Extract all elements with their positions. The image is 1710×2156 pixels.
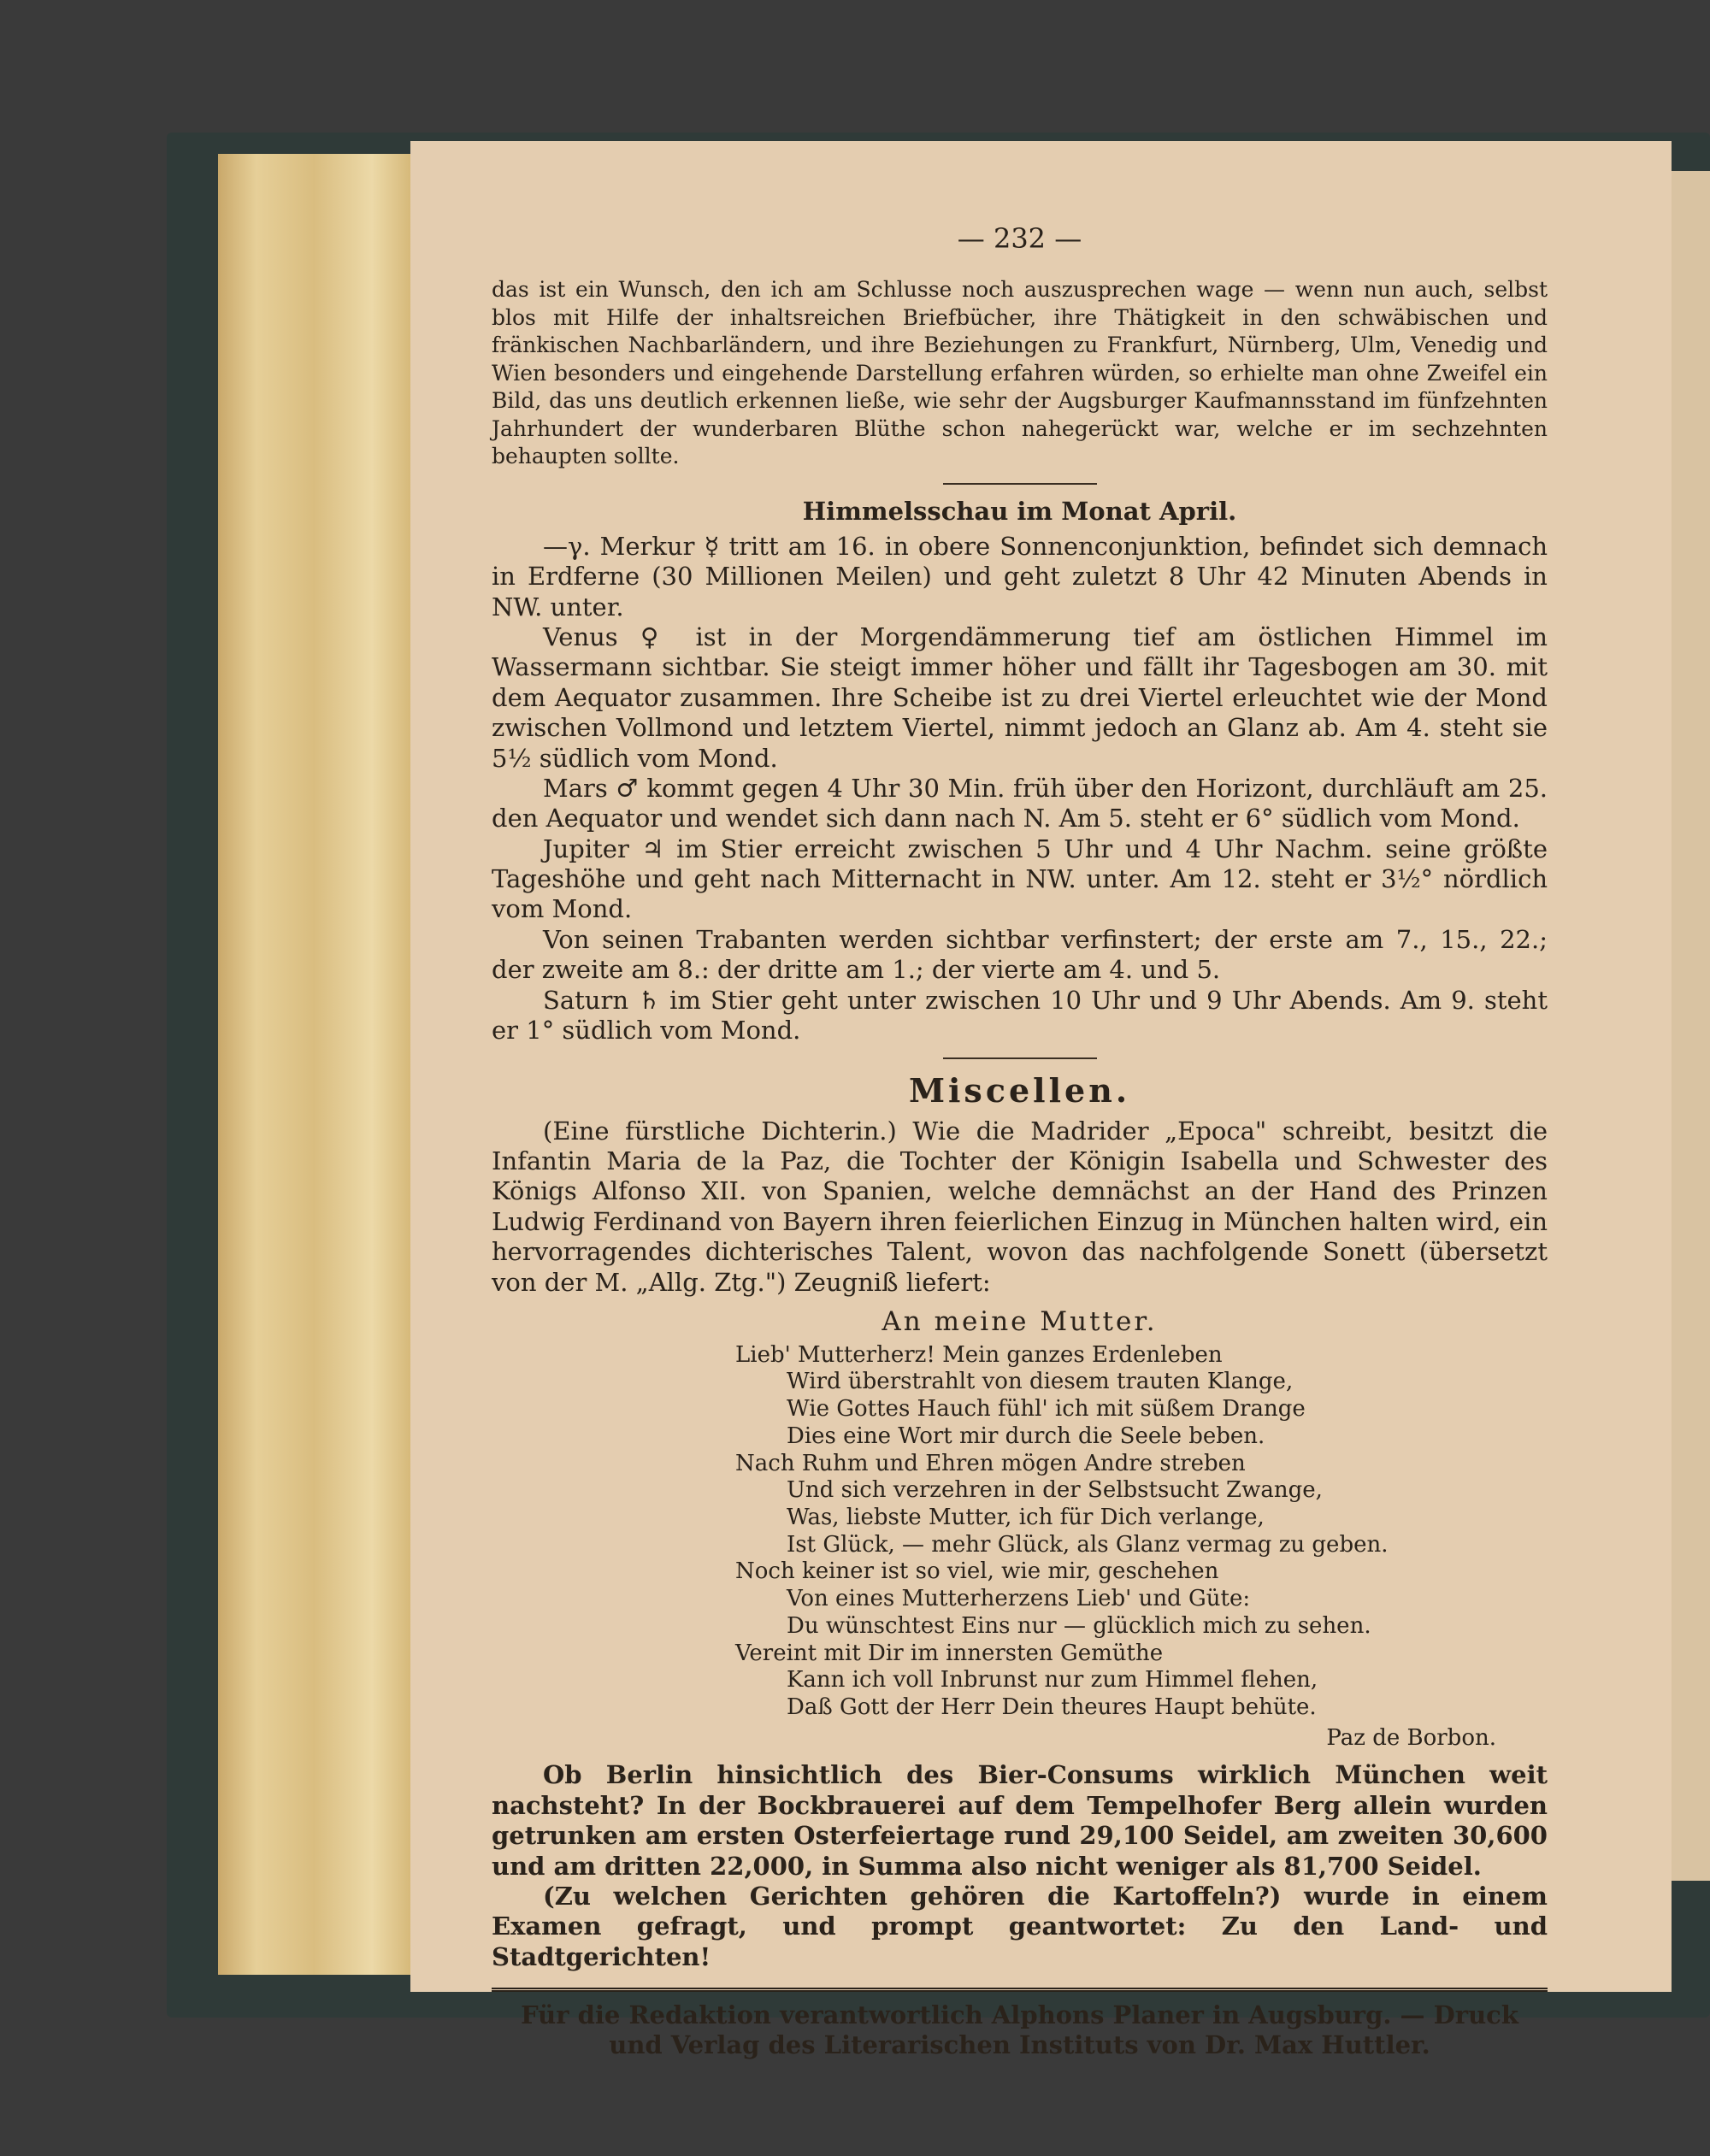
paragraph-trabanten: Von seinen Trabanten werden sichtbar verfinstert; der erste am 7., 15., 22.; der zweite am 8.: der dritte am 1.; der vierte am 4. und 5.	[492, 924, 1548, 985]
poem-line: Daß Gott der Herr Dein theures Haupt behüte.	[787, 1694, 1317, 1721]
poem	[735, 1342, 1548, 1722]
poem-title: An meine Mutter.	[882, 1305, 1158, 1337]
page-number: — 232 —	[957, 222, 1082, 255]
paragraph-kartoffeln: (Zu welchen Gerichten gehören die Kartoffeln?) wurde in einem Examen gefragt, und prompt geantwortet: Zu den Land- und Stadtgerichten!	[492, 1881, 1548, 1971]
poem-line: Noch keiner ist so viel, wie mir, geschehen	[735, 1558, 1219, 1585]
poem-line: Nach Ruhm und Ehren mögen Andre streben	[735, 1450, 1246, 1476]
poem-line: Lieb' Mutterherz! Mein ganzes Erdenleben	[735, 1341, 1223, 1368]
intro-paragraph: das ist ein Wunsch, den ich am Schlusse noch auszusprechen wage — wenn nun auch, selbst blos mit Hilfe der inhaltsreichen Briefbücher, ihre Thätigkeit in den schwäbischen und fränkischen Nachbarländern, und ihre Beziehungen zu Frankfurt, Nürnberg, Ulm, Venedig und Wien besonders und eingehende Darstellung erfahren würden, so erhielte man ohne Zweifel ein Bild, das uns deutlich erkennen ließe, wie sehr der Augsburger Kaufmannsstand im fünfzehnten Jahrhundert der wunderbaren Blüthe schon nahegerückt war, welche er im sechzehnten behaupten sollte.	[492, 277, 1548, 469]
poem-line: Kann ich voll Inbrunst nur zum Himmel flehen,	[787, 1667, 1318, 1694]
poem-line: Von eines Mutterherzens Lieb' und Güte:	[787, 1586, 1251, 1612]
text-column	[492, 222, 1548, 2061]
paragraph-mars: Mars ♂ kommt gegen 4 Uhr 30 Min. früh über den Horizont, durchläuft am 25. den Aequator und wendet sich dann nach N. Am 5. steht er 6° südlich vom Mond.	[492, 773, 1548, 834]
paragraph-berlin-bier: Ob Berlin hinsichtlich des Bier-Consums wirklich München weit nachsteht? In der Bockbrauerei auf dem Tempelhofer Berg allein wurden getrunken am ersten Osterfeiertage rund 29,100 Seidel, am zweiten 30,600 und am dritten 22,000, in Summa also nicht weniger als 81,700 Seidel.	[492, 1760, 1548, 1881]
poem-line: Wie Gottes Hauch fühl' ich mit süßem Drange	[787, 1396, 1306, 1423]
page-edges	[218, 154, 410, 1975]
paragraph-dichterin: (Eine fürstliche Dichterin.) Wie die Madrider „Epoca" schreibt, besitzt die Infantin Maria de la Paz, die Tochter der Königin Isabella und Schwester des Königs Alfonso XII. von Spanien, welche demnächst an der Hand des Prinzen Ludwig Ferdinand von Bayern ihren feierlichen Einzug in München halten wird, ein hervorragendes dichterisches Talent, wovon das nachfolgende Sonett (übersetzt von der M. „Allg. Ztg.") Zeugniß liefert:	[492, 1116, 1548, 1297]
imprint-footer: Für die Redaktion verantwortlich Alphons Planer in Augsburg. — Druck und Verlag des Literarischen Instituts von Dr. Max Huttler.	[492, 1988, 1548, 2061]
poem-line: Ist Glück, — mehr Glück, als Glanz vermag zu geben.	[787, 1531, 1389, 1558]
poem-line: Dies eine Wort mir durch die Seele beben.	[787, 1423, 1265, 1449]
paragraph-venus: Venus ♀ ist in der Morgendämmerung tief am östlichen Himmel im Wassermann sichtbar. Sie steigt immer höher und fällt ihr Tagesbogen am 30. mit dem Aequator zusammen. Ihre Scheibe ist zu drei Viertel erleuchtet wie der Mond zwischen Vollmond und letztem Viertel, nimmt jedoch an Glanz ab. Am 4. steht sie 5½ südlich vom Mond.	[492, 622, 1548, 773]
paragraph-saturn: Saturn ♄ im Stier geht unter zwischen 10 Uhr und 9 Uhr Abends. Am 9. steht er 1° südlich vom Mond.	[492, 985, 1548, 1045]
poem-line: Vereint mit Dir im innersten Gemüthe	[735, 1640, 1164, 1666]
section-heading-himmelsschau: Himmelsschau im Monat April.	[802, 496, 1237, 526]
section-heading-miscellen: Miscellen.	[908, 1071, 1131, 1110]
divider	[943, 1057, 1097, 1059]
poem-line: Du wünschtest Eins nur — glücklich mich zu sehen.	[787, 1612, 1371, 1639]
paragraph-merkur: —γ. Merkur ☿ tritt am 16. in obere Sonnenconjunktion, befindet sich demnach in Erdferne (30 Millionen Meilen) und geht zuletzt 8 Uhr 42 Minuten Abends in NW. unter.	[492, 531, 1548, 621]
divider	[943, 483, 1097, 485]
poem-line: Und sich verzehren in der Selbstsucht Zwange,	[787, 1477, 1323, 1504]
poem-line: Wird überstrahlt von diesem trauten Klange,	[787, 1369, 1294, 1395]
poem-line: Was, liebste Mutter, ich für Dich verlange,	[787, 1505, 1265, 1531]
poem-signature: Paz de Borbon.	[1326, 1724, 1496, 1751]
paragraph-jupiter: Jupiter ♃ im Stier erreicht zwischen 5 Uhr und 4 Uhr Nachm. seine größte Tageshöhe und geht nach Mitternacht in NW. unter. Am 12. steht er 3½° nördlich vom Mond.	[492, 834, 1548, 924]
